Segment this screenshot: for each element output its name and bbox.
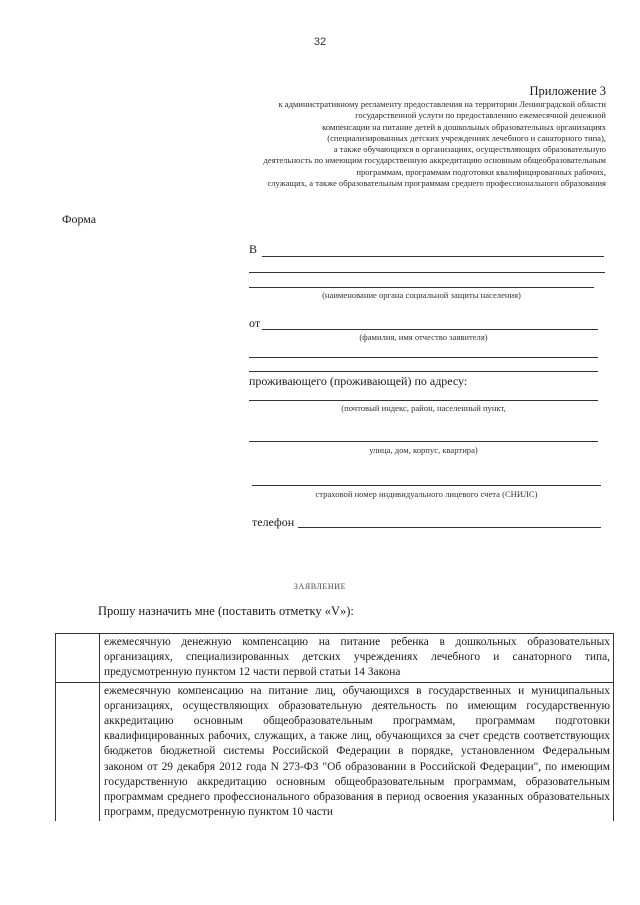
address-caption-1: (почтовый индекс, район, населенный пункт, — [341, 403, 506, 413]
option-text: ежемесячную компенсацию на питание лиц, обучающихся в государственных и муниципальных организациях, осуществляющих образовательную деятельность по имеющим государственную аккредитацию основным общеобразовательным программам, программам подготовки квалифицированных рабочих, служащих, а также лиц, обучающихся за счет средств соответствующих бюджетов бюджетной системы Российской Федерации в порядке, установленном Федеральным законом от 29 декабря 2012 года N 273-ФЗ "Об образовании в Российской Федерации", по имеющим государственную аккредитацию основным общеобразовательным программам, образовательным программам среднего профессионального образования в период освоения указанных образовательных программ, предусмотренную пунктом 10 части — [100, 682, 614, 821]
option-row — [56, 682, 614, 821]
appendix-line: (специализированных детских учреждениях лечебного и санаторного типа), — [327, 132, 606, 143]
applicant-caption: (фамилия, имя отчество заявителя) — [359, 332, 488, 342]
phone-label: телефон — [252, 515, 295, 529]
appendix-line: программам, программам подготовки квалифицированных рабочих, — [356, 166, 606, 177]
option-checkbox[interactable] — [56, 634, 100, 683]
recipient-line-3[interactable] — [249, 287, 594, 288]
appendix-line: компенсации на питание детей в дошкольных образовательных организациях — [322, 121, 606, 132]
option-checkbox[interactable] — [56, 682, 100, 821]
appendix-subtitle — [176, 99, 606, 189]
recipient-line-2[interactable] — [249, 272, 605, 273]
appendix-line: а также обучающихся в организациях, осуществляющих образовательную — [333, 144, 606, 155]
from-prefix: от — [249, 316, 261, 330]
applicant-line-3[interactable] — [249, 371, 598, 372]
address-label: проживающего (проживающей) по адресу: — [249, 374, 468, 388]
form-label: Форма — [62, 212, 97, 226]
recipient-caption: (наименование органа социальной защиты населения) — [322, 290, 521, 300]
recipient-line-1[interactable] — [262, 256, 604, 257]
option-row — [56, 634, 614, 683]
address-line-2[interactable] — [249, 441, 598, 442]
statement-title: ЗАЯВЛЕНИЕ — [293, 582, 347, 591]
option-text: ежемесячную денежную компенсацию на питание ребенка в дошкольных образовательных организациях, специализированных детских учреждениях лечебного и санаторного типа, предусмотренную пунктом 12 части первой статьи 14 Закона — [100, 634, 614, 683]
request-text: Прошу назначить мне (поставить отметку «V»): — [98, 604, 354, 618]
snils-line[interactable] — [252, 485, 601, 486]
applicant-line-2[interactable] — [249, 357, 598, 358]
options-table — [55, 633, 614, 821]
applicant-name-line[interactable] — [262, 329, 598, 330]
address-caption-2: улица, дом, корпус, квартира) — [369, 445, 478, 455]
appendix-line: служащих, а также образовательным программам среднего профессионального образования — [267, 178, 606, 189]
phone-line[interactable] — [298, 527, 601, 528]
snils-caption: страховой номер индивидуального лицевого счета (СНИЛС) — [315, 489, 538, 499]
to-prefix: В — [249, 242, 258, 256]
appendix-line: государственной услуги по предоставлению ежемесячной денежной — [355, 110, 606, 121]
appendix-line: деятельность по имеющим государственную аккредитацию основным общеобразовательным — [263, 155, 606, 166]
address-line-1[interactable] — [249, 400, 598, 401]
page-number: 32 — [313, 36, 327, 48]
appendix-line: к административному регламенту предоставления на территории Ленинградской области — [278, 99, 606, 109]
appendix-title: Приложение 3 — [529, 84, 606, 98]
